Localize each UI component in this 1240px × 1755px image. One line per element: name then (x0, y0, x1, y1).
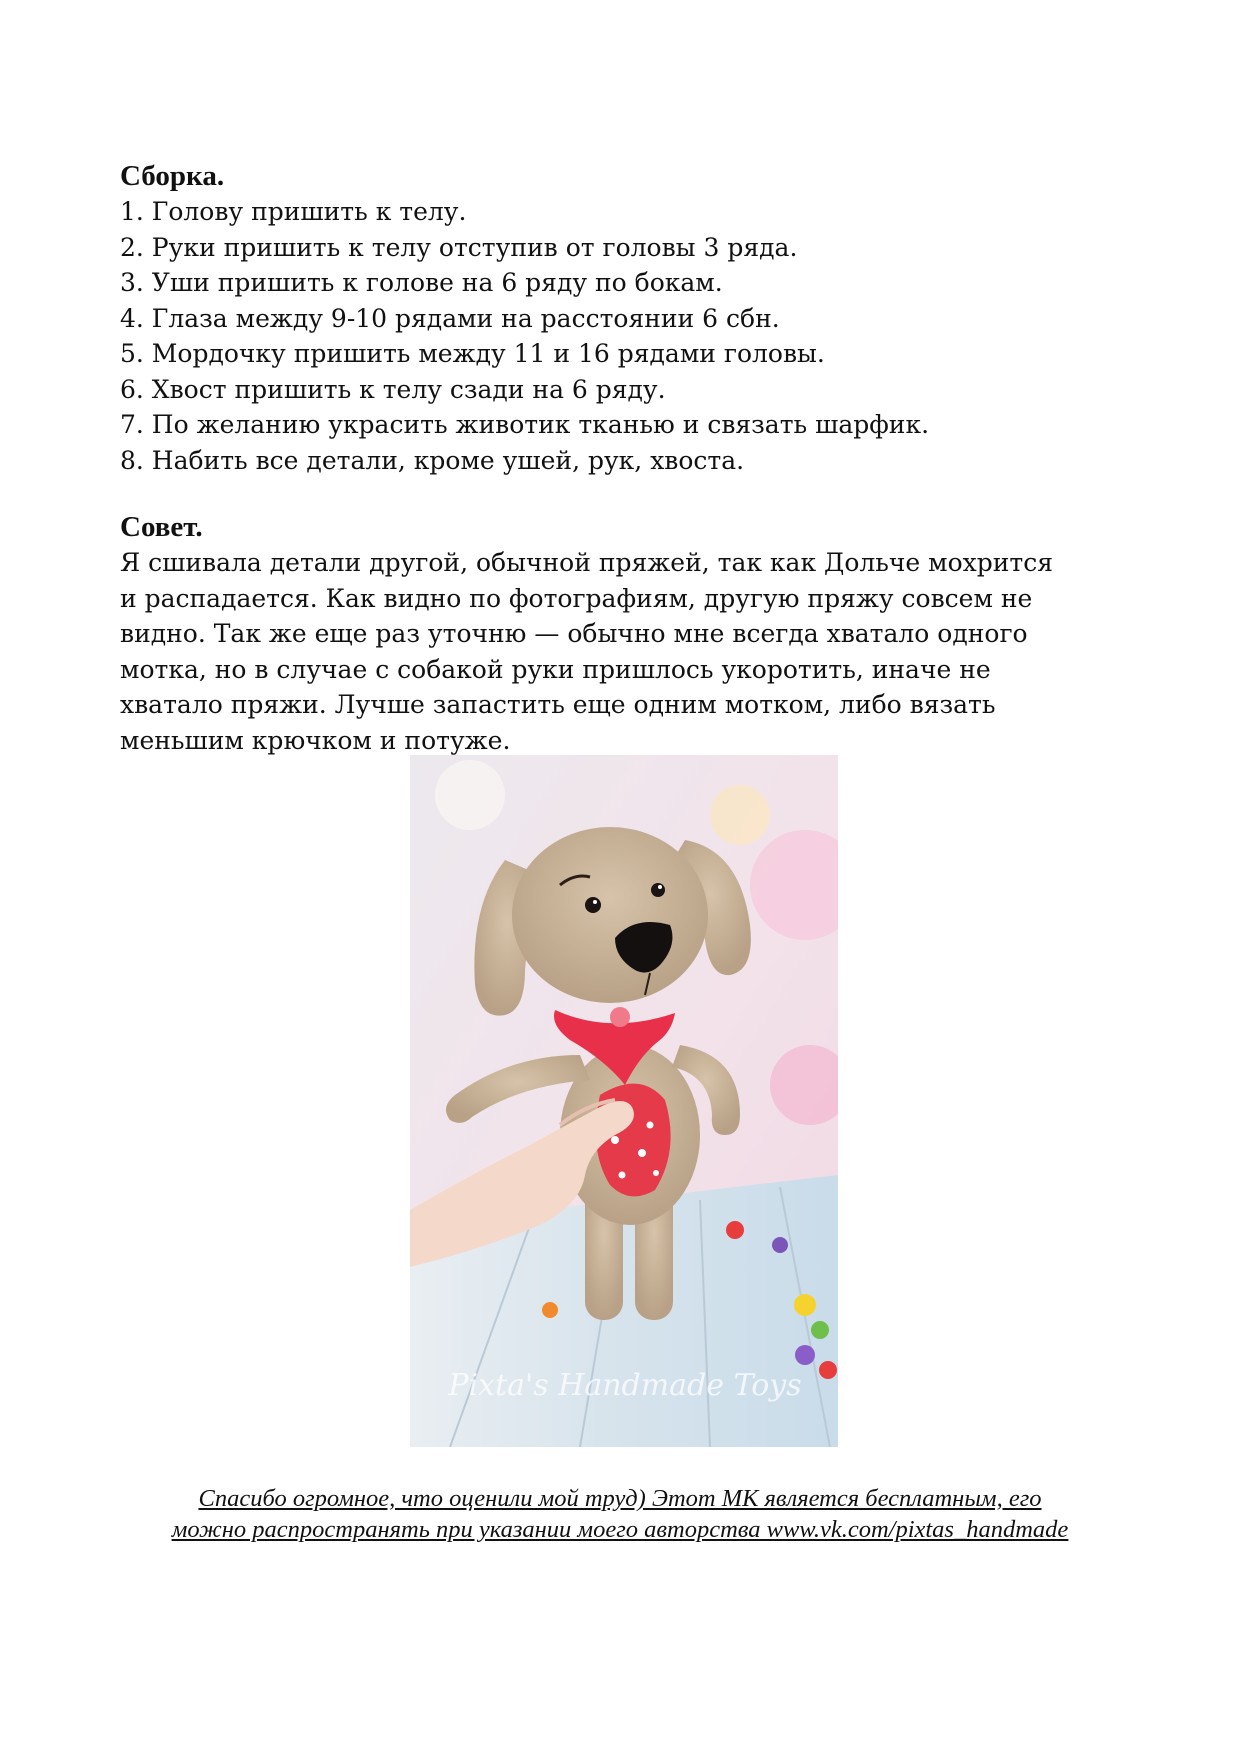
advice-heading: Совет. (120, 511, 203, 543)
advice-line: меньшим крючком и потуже. (120, 725, 511, 755)
toy-dog-photo (410, 755, 838, 1447)
advice-line: хватало пряжи. Лучше запастить еще одним мотком, либо вязать (120, 690, 996, 719)
advice-line: Я сшивала детали другой, обычной пряжей, так как Дольче мохрится (120, 548, 1054, 577)
assembly-steps-list (120, 194, 929, 478)
assembly-step: 7. По желанию украсить животик тканью и связать шарфик. (120, 410, 930, 439)
assembly-step: 3. Уши пришить к голове на 6 ряду по бокам. (120, 268, 723, 297)
footer-line: Спасибо огромное, что оценили мой труд) Этот МК является бесплатным, его (198, 1485, 1042, 1512)
advice-line: и распадается. Как видно по фотографиям, другую пряжу совсем не (120, 583, 1033, 613)
assembly-step: 1. Голову пришить к телу. (120, 197, 467, 226)
assembly-heading: Сборка. (120, 160, 225, 192)
assembly-step: 5. Мордочку пришить между 11 и 16 рядами головы. (120, 339, 825, 368)
photo-watermark: Pixta's Handmade Toys (448, 1368, 802, 1403)
advice-line: мотка, но в случае с собакой руки пришлось укоротить, иначе не (120, 654, 991, 684)
assembly-step: 4. Глаза между 9-10 рядами на расстоянии 6 сбн. (120, 303, 780, 333)
footer-line: можно распространять при указании моего авторства www.vk.com/pixtas_handmade (171, 1516, 1069, 1543)
advice-paragraph (120, 545, 1130, 758)
assembly-step: 6. Хвост пришить к телу сзади на 6 ряду. (120, 374, 666, 404)
footer-note (0, 1483, 1240, 1545)
assembly-step: 2. Руки пришить к телу отступив от головы 3 ряда. (120, 232, 798, 262)
assembly-step: 8. Набить все детали, кроме ушей, рук, хвоста. (120, 445, 745, 475)
advice-line: видно. Так же еще раз уточню — обычно мне всегда хватало одного (120, 619, 1028, 648)
